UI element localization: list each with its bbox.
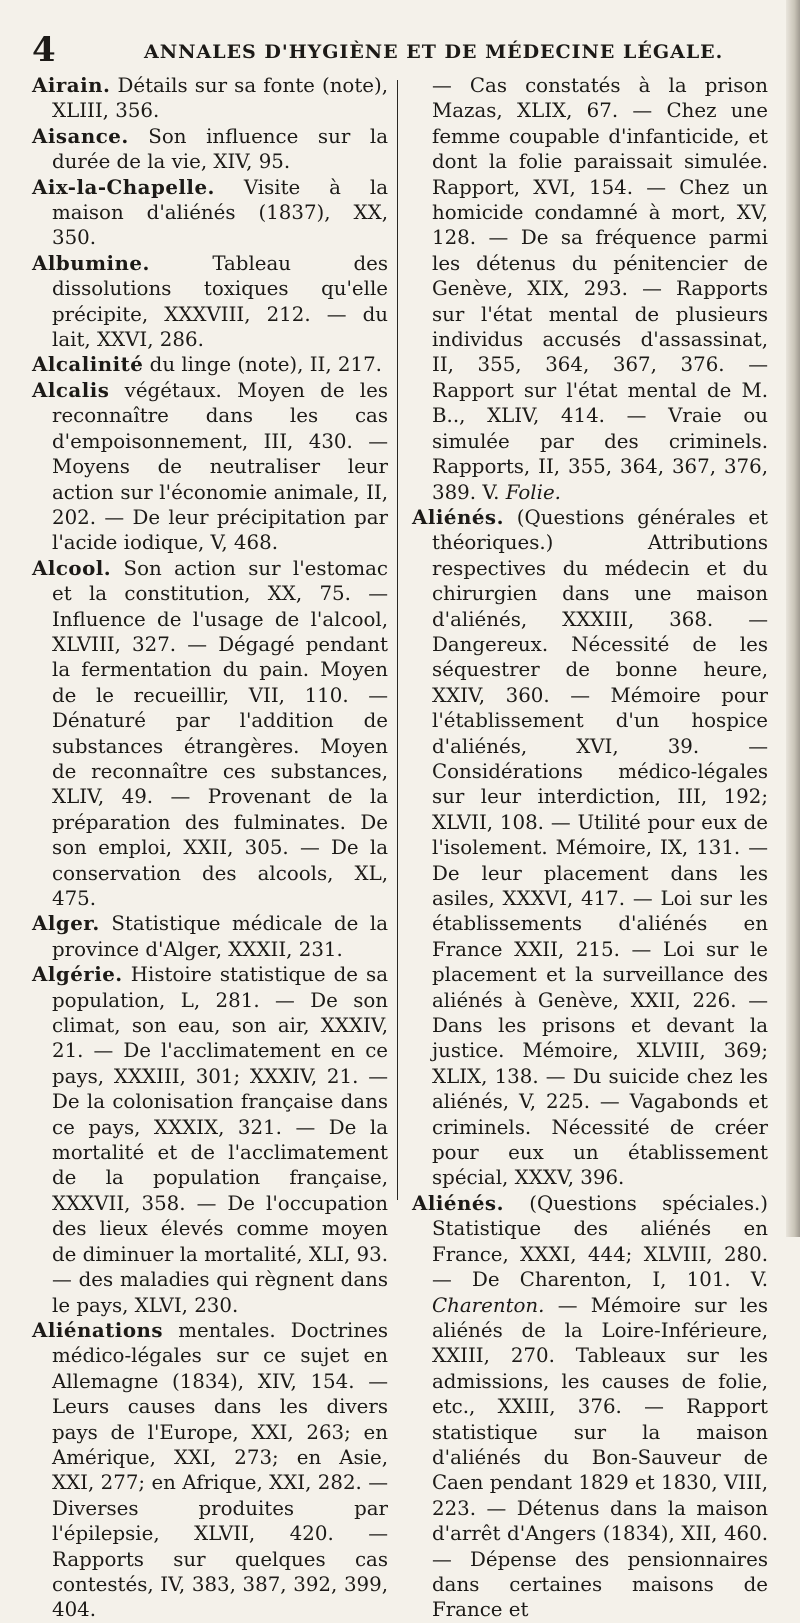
- entry-text: Détails sur sa fonte (note), XLIII, 356.: [52, 74, 388, 123]
- index-entry: [412, 505, 768, 1191]
- index-entry: [32, 251, 388, 353]
- index-entry: [32, 556, 388, 912]
- page-edge-shadow: [786, 0, 800, 1237]
- entry-headword: Alger.: [32, 911, 100, 936]
- entry-headword: Aix-la-Chapelle.: [32, 174, 215, 199]
- entry-text: (Questions spéciales.) Statistique des aliénés en France, XXXI, 444; XLVIII, 280. — De Charenton, I, 101. V.: [432, 1191, 768, 1292]
- entry-text: Son influence sur la durée de la vie, XIV, 95.: [52, 124, 388, 174]
- entry-text: Son action sur l'estomac et la constitution, XX, 75. — Influence de l'usage de l'alcool, XLVIII, 327. — Dégagé pendant la fermentation du pain. Moyen de le recueillir, VII, 110. — Dénaturé par l'addition de substances étrangères. Moyen de reconnaître ces substances, XLIV, 49. — Provenant de la préparation des fulminates. De son emploi, XXII, 305. — De la conservation des alcools, XL, 475.: [52, 556, 388, 910]
- entry-headword: Aliénations: [32, 1317, 164, 1342]
- entry-headword: Alcalis: [32, 377, 110, 402]
- entry-text: Statistique médicale de la province d'Alger, XXXII, 231.: [52, 912, 388, 961]
- entry-headword: Aliénés.: [412, 1190, 504, 1215]
- index-entry: [32, 378, 388, 556]
- column-divider: [397, 80, 398, 1200]
- index-entry: [32, 911, 388, 962]
- entry-text: — Cas constatés à la prison Mazas, XLIX, 67. — Chez une femme coupable d'infanticide, et dont la folie paraissait simulée. Rapport, XVI, 154. — Chez un homicide condamné à mort, XV, 128. — De sa fréquence parmi les détenus du pénitencier de Genève, XIX, 293. — Rapports sur l'état mental de plusieurs individus accusés d'assassinat, II, 355, 364, 367, 376. — Rapport sur l'état mental de M. B.., XLIV, 414. — Vraie ou simulée par des criminels. Rapports, II, 355, 364, 367, 376, 389. V.: [432, 74, 768, 504]
- entry-text: Histoire statistique de sa population, L, 281. — De son climat, son eau, son air, XXXIV, 21. — De l'acclimatement en ce pays, XXXIII, 301; XXXIV, 21. — De la colonisation française dans ce pays, XXXIX, 321. — De la mortalité et de l'acclimatement de la population française, XXXVII, 358. — De l'occupation des lieux élevés comme moyen de diminuer la mortalité, XLI, 93. — des maladies qui règnent dans le pays, XLVI, 230.: [52, 963, 388, 1317]
- entry-headword: Aliénés.: [412, 504, 504, 529]
- index-entry: [32, 352, 388, 377]
- entry-text-continued: — Mémoire sur les aliénés de la Loire-Inférieure, XXIII, 270. Tableaux sur les admissions, les causes de folie, etc., XXIII, 376. — Rapport statistique sur la maison d'aliénés du Bon-Sauveur de Caen pendant 1829 et 1830, VIII, 223. — Détenus dans la maison d'arrêt d'Angers (1834), XII, 460. — Dépense des pensionnaires dans certaines maisons de France et: [432, 1293, 768, 1622]
- entry-cross-reference: Charenton.: [432, 1293, 545, 1317]
- running-title: ANNALES D'HYGIÈNE ET DE MÉDECINE LÉGALE.: [144, 41, 724, 63]
- entry-text: du linge (note), II, 217.: [143, 353, 382, 377]
- entry-text: végétaux. Moyen de les reconnaître dans les cas d'empoisonnement, III, 430. — Moyens de neutraliser leur action sur l'économie animale, II, 202. — De leur précipitation par l'acide iodique, V, 468.: [52, 378, 388, 555]
- page-header: [32, 30, 772, 70]
- entry-text: mentales. Doctrines médico-légales sur ce sujet en Allemagne (1834), XIV, 154. — Leurs causes dans les divers pays de l'Europe, XXI, 263; en Amérique, XXI, 273; en Asie, XXI, 277; en Afrique, XXI, 282. — Diverses produites par l'épilepsie, XLVII, 420. — Rapports sur quelques cas contestés, IV, 383, 387, 392, 399, 404.: [52, 1318, 388, 1622]
- entry-text: (Questions générales et théoriques.) Attributions respectives du médecin et du chirurgien dans une maison d'aliénés, XXXIII, 368. — Dangereux. Nécessité de les séquestrer de bonne heure, XXIV, 360. — Mémoire pour l'établissement d'un hospice d'aliénés, XVI, 39. — Considérations médico-légales sur leur interdiction, III, 192; XLVII, 108. — Utilité pour eux de l'isolement. Mémoire, IX, 131. — De leur placement dans les asiles, XXXVI, 417. — Loi sur les établissements d'aliénés en France XXII, 215. — Loi sur le placement et la surveillance des aliénés à Genève, XXII, 226. — Dans les prisons et devant la justice. Mémoire, XLVIII, 369; XLIX, 138. — Du suicide chez les aliénés, V, 225. — Vagabonds et criminels. Nécessité de créer pour eux un établissement spécial, XXXV, 396.: [432, 505, 768, 1190]
- entry-cross-reference: Folie.: [505, 480, 561, 504]
- index-entry-continuation: [412, 73, 768, 505]
- index-entry: [32, 1318, 388, 1623]
- index-entry: [32, 73, 388, 124]
- entry-text: Tableau des dissolutions toxiques qu'elle précipite, XXXVIII, 212. — du lait, XXVI, 286.: [52, 251, 388, 352]
- page-number: 4: [32, 30, 56, 70]
- entry-headword: Airain.: [32, 73, 111, 97]
- index-entry: [32, 175, 388, 251]
- entry-headword: Alcalinité: [32, 352, 144, 377]
- entry-text: Visite à la maison d'aliénés (1837), XX, 350.: [52, 175, 388, 250]
- left-column: [32, 73, 388, 1623]
- entry-headword: Aisance.: [32, 123, 129, 148]
- entry-headword: Algérie.: [32, 962, 123, 987]
- index-entry: [412, 1191, 768, 1623]
- index-entry: [32, 124, 388, 175]
- index-entry: [32, 962, 388, 1318]
- right-column: [412, 73, 768, 1623]
- entry-headword: Alcool.: [32, 555, 112, 580]
- entry-headword: Albumine.: [32, 250, 150, 275]
